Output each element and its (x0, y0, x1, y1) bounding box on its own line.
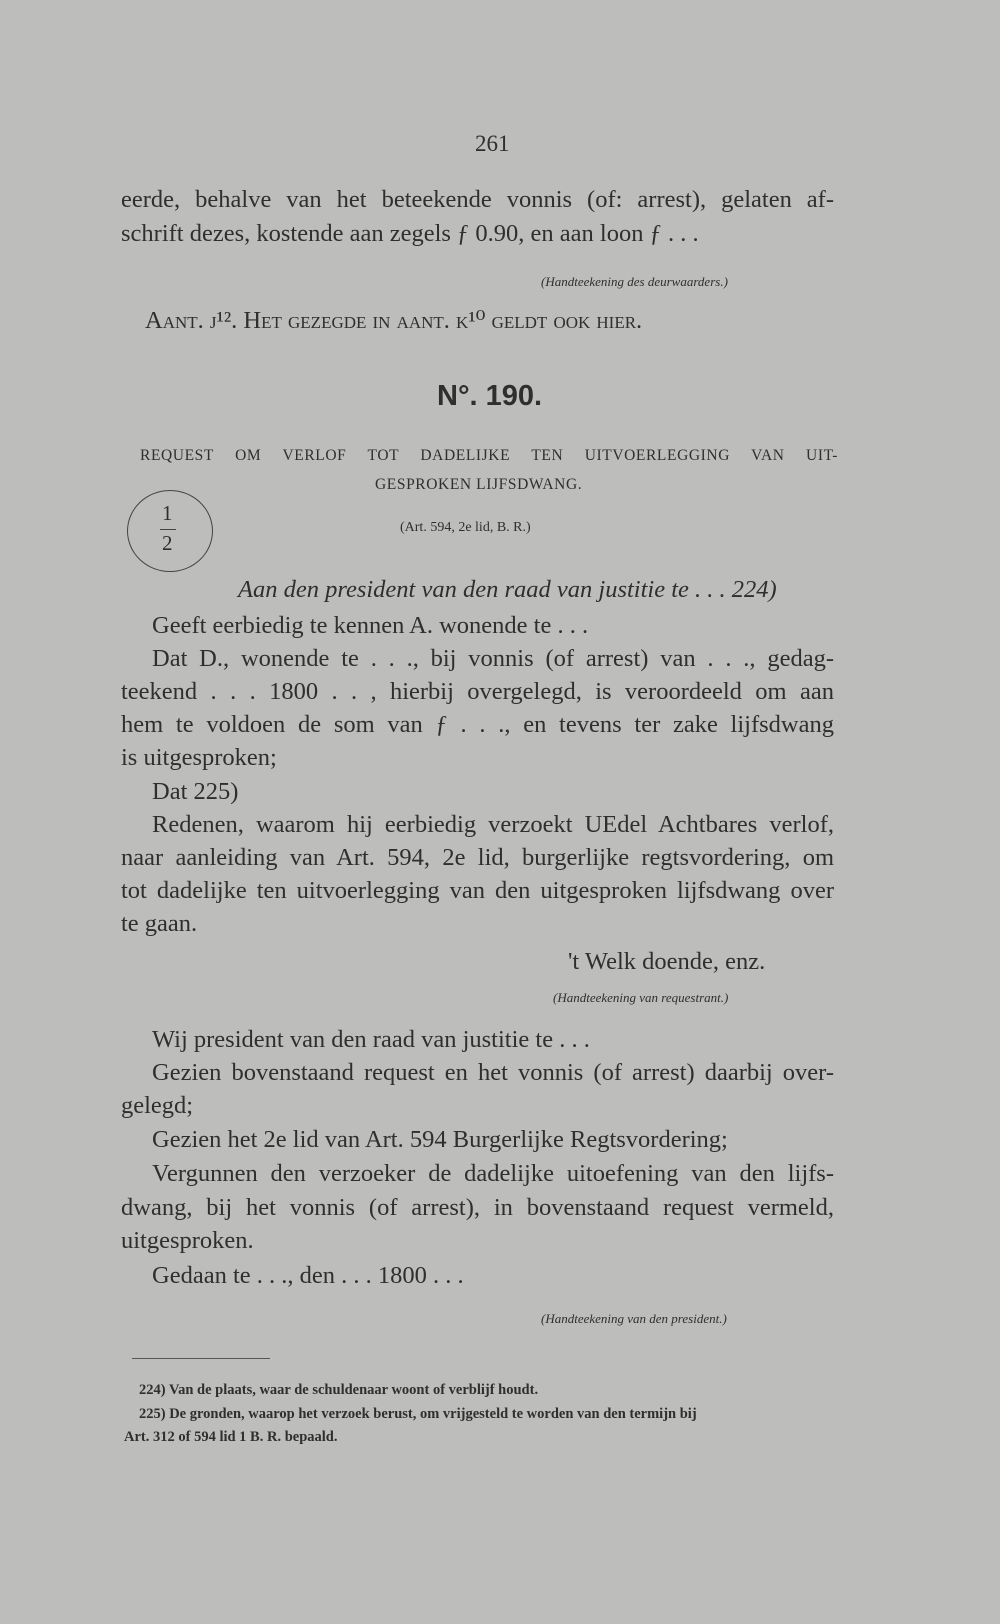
article-reference: (Art. 594, 2e lid, B. R.) (400, 520, 531, 535)
decision-line: Wij president van den raad van justitie te . . . (152, 1026, 590, 1053)
decision-line: gelegd; (121, 1092, 194, 1119)
footnote: 225) De gronden, waarop het verzoek berust, om vrijgesteld te worden van den termijn bij (139, 1406, 697, 1422)
footnote: Art. 312 of 594 lid 1 B. R. bepaald. (124, 1429, 338, 1445)
decision-line: Gezien het 2e lid van Art. 594 Burgerlijke Regtsvordering; (152, 1126, 728, 1153)
footnote-divider (132, 1358, 270, 1359)
decision-line: dwang, bij het vonnis (of arrest), in bovenstaand request vermeld, (121, 1194, 834, 1221)
body-line: naar aanleiding van Art. 594, 2e lid, burgerlijke regtsvordering, om (121, 844, 834, 871)
body-line: tot dadelijke ten uitvoerlegging van den uitgesproken lijfsdwang over (121, 877, 834, 904)
body-line: Dat 225) (152, 778, 239, 805)
stamp-numerator: 1 (162, 501, 173, 525)
decision-line: Gedaan te . . ., den . . . 1800 . . . (152, 1262, 464, 1289)
body-line: Redenen, waarom hij eerbiedig verzoekt UEdel Achtbares verlof, (152, 811, 834, 838)
annotation-line: Aant. j¹². Het gezegde in aant. k¹⁰ geldt ook hier. (145, 307, 643, 334)
bailiff-signature: (Handteekening des deurwaarders.) (541, 274, 728, 289)
request-title-line: GESPROKEN LIJFSDWANG. (375, 476, 583, 493)
stamp-fraction-bar (160, 529, 176, 530)
body-line: Geeft eerbiedig te kennen A. wonende te . . . (152, 612, 589, 639)
decision-line: uitgesproken. (121, 1227, 254, 1254)
footnote: 224) Van de plaats, waar de schuldenaar woont of verblijf houdt. (139, 1382, 539, 1398)
body-line: te gaan. (121, 910, 198, 937)
body-line: hem te voldoen de som van ƒ . . ., en tevens ter zake lijfsdwang (121, 711, 834, 738)
paragraph-line: schrift dezes, kostende aan zegels ƒ 0.90, en aan loon ƒ . . . (121, 220, 699, 247)
document-number-heading: N°. 190. (437, 380, 543, 412)
body-line: teekend . . . 1800 . . , hierbij overgelegd, is veroordeeld om aan (121, 678, 834, 705)
requestrant-signature: (Handteekening van requestrant.) (553, 990, 729, 1005)
address-line: Aan den president van den raad van justitie te . . . 224) (238, 576, 777, 603)
closing-line: 't Welk doende, enz. (568, 948, 766, 975)
decision-line: Gezien bovenstaand request en het vonnis (of arrest) daarbij over- (152, 1059, 834, 1086)
page-number: 261 (475, 131, 510, 156)
decision-line: Vergunnen den verzoeker de dadelijke uitoefening van den lijfs- (152, 1160, 834, 1187)
body-line: is uitgesproken; (121, 744, 277, 771)
paragraph-line: eerde, behalve van het beteekende vonnis (of: arrest), gelaten af- (121, 186, 834, 213)
fraction-stamp (127, 490, 213, 572)
request-title-line: REQUEST OM VERLOF TOT DADELIJKE TEN UITVOERLEGGING VAN UIT- (140, 447, 838, 464)
stamp-denominator: 2 (162, 531, 173, 555)
body-line: Dat D., wonende te . . ., bij vonnis (of arrest) van . . ., gedag- (152, 645, 834, 672)
president-signature: (Handteekening van den president.) (541, 1311, 727, 1326)
